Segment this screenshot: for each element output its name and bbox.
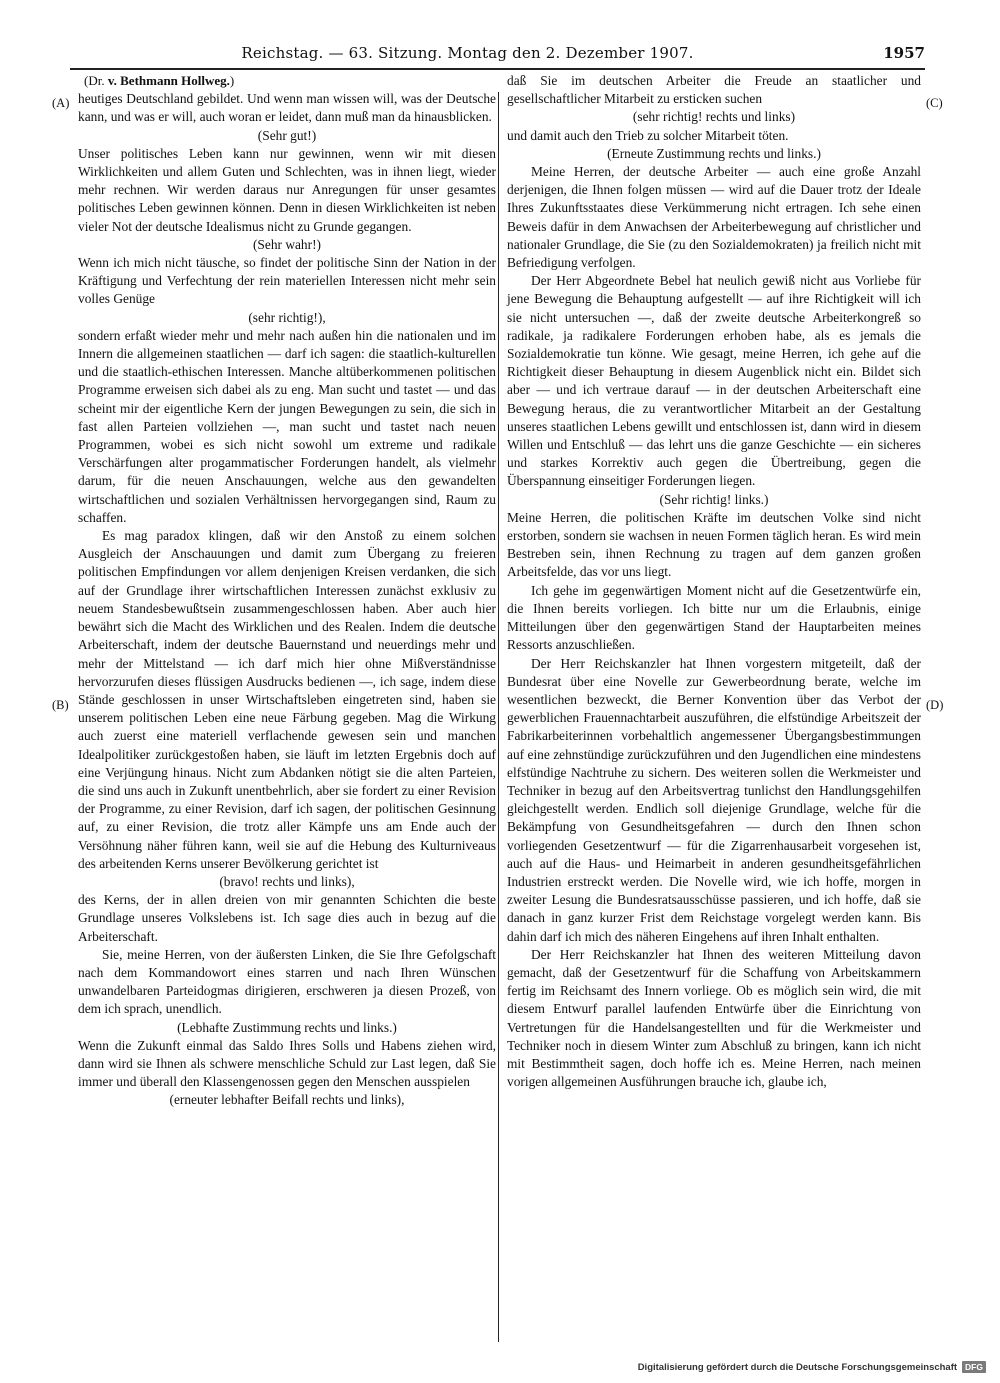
dfg-logo: DFG [962, 1361, 986, 1373]
interjection: (erneuter lebhafter Beifall rechts und links), [169, 1092, 405, 1108]
interjection: (sehr richtig! rechts und links) [632, 109, 796, 125]
paragraph: Sie, meine Herren, von der äußersten Linken, die Sie Ihre Gefolgschaft nach dem Kommandowort eines starren und nach Ihren Wünschen unwandelbaren Parteidogmas dirigieren, erschweren ja diesen Prozeß, von dem ich sprach, unendlich. [78, 946, 496, 1017]
paragraph: Wenn ich mich nicht täusche, so findet der politische Sinn der Nation in der Kräftigung und Verfechtung der rein materiellen Interessen nicht mehr sein volles Genüge [78, 255, 496, 307]
paragraph: Ich gehe im gegenwärtigen Moment nicht auf die Gesetzentwürfe ein, die Ihnen bereits vorliegen. Ich bitte nur um die Erlaubnis, einige Mitteilungen über den gegenwärtigen Stand der Hauptarbeiten meines Ressorts anzuschließen. [507, 582, 921, 653]
header-rule [70, 68, 925, 70]
paragraph: Unser politisches Leben kann nur gewinnen, wenn wir mit diesen Wirklichkeiten und allem Guten und Schlechten, was in ihnen liegt, wieder mehr rechnen. Wir werden daraus nur Anregungen für unser gesamtes politisches Leben gewinnen können. Denn in diesen Wirklichkeiten ist neben vieler Not der deutsche Idealismus nicht zu Grunde gegangen. [78, 145, 496, 234]
interjection: (Sehr wahr!) [252, 236, 322, 252]
paragraph: des Kerns, der in allen dreien von mir genannten Schichten die beste Grundlage unseres Volkslebens ist. Ich sage dies auch in bezug auf die Arbeiterschaft. [78, 892, 496, 944]
speaker-suffix: ) [229, 73, 235, 88]
paragraph: daß Sie im deutschen Arbeiter die Freude an staatlicher und gesellschaftlicher Mitarbeit zu ersticken suchen [507, 73, 921, 107]
interjection: (Sehr richtig! links.) [659, 491, 769, 507]
paragraph: Wenn die Zukunft einmal das Saldo Ihres Solls und Habens ziehen wird, dann wird sie Ihnen als schwere menschliche Schuld zur Last legen, daß Sie immer und überall den Klassengenossen gegen den Menschen ausspielen [78, 1037, 496, 1090]
margin-marker-c: (C) [926, 96, 943, 110]
speaker-line [84, 72, 496, 90]
paragraph: Der Herr Reichskanzler hat Ihnen vorgestern mitgeteilt, daß der Bundesrat über eine Novelle zur Gewerbeordnung berate, welche im wesentlichen bezweckt, die Berner Konvention über das Verbot der gewerblichen Frauennachtarbeit auszuführen, die elfstündige Arbeitszeit der Fabrikarbeiterinnen vorbehaltlich angemessener Übergangsbestimmungen auf eine zehnstündige zurückzuführen und den Jugendlichen eine mindestens elfstündige Nachtruhe zu sichern. Des weiteren sollen die Werkmeister und Techniker in bezug auf den Arbeitsvertrag tunlichst den Handlungsgehilfen gleichgestellt werden. Endlich soll diejenige Grundlage, welche für die Bekämpfung von Gesundheitsgefahren — durch den Ihnen schon vorliegenden Gesetzentwurf — für die Zigarrenhausarbeit vorgesehen ist, auch auf die Haus- und Heimarbeit in anderen gesundheitsgefährlichen Industrien erstreckt werden. Die Novelle wird, wie ich hoffe, morgen in zweiter Lesung die Bundesratsausschüsse passieren, und ich hoffe, daß sie danach in ganz kurzer Frist dem Reichstage vorgelegt werden kann. Bis dahin darf ich mich des näheren Eingehens auf ihren Inhalt enthalten. [507, 655, 921, 944]
left-column [78, 72, 496, 1110]
page-number: 1957 [883, 44, 925, 62]
paragraph: heutiges Deutschland gebildet. Und wenn man wissen will, was der Deutsche kann, und was er will, auch woran er leidet, dann muß man da hinausblicken. [78, 91, 496, 125]
column-divider [498, 92, 499, 1342]
interjection: (bravo! rechts und links), [219, 873, 355, 889]
margin-marker-d: (D) [926, 698, 944, 712]
footer [638, 1361, 986, 1373]
paragraph: Es mag paradox klingen, daß wir den Anstoß zu einem solchen Ausgleich der Anschauungen und damit zum Übergang zu freieren politischen Empfindungen vor allem denjenigen Kreisen verdanken, die sich auf der Grundlage ihrer wirtschaftlichen Interessen zunächst exklusiv zu neuem Standesbewußtsein zusammengeschlossen haben. Aber auch hier bewährt sich die Macht des Wirklichen und des Realen. Indem die deutsche Arbeiterschaft, indem der deutsche Bauernstand und neuerdings mehr und mehr der Mittelstand — ich darf mich hier ohne Mißverständnisse hervorzurufen dieses flüssigen Ausdrucks bedienen —, ich sage, indem diese Stände geschlossen in unser Wirtschaftsleben eingetreten sind, haben sie unserem politischen Leben eine neue Färbung gegeben. Mag die Wirkung auch zuerst eine materiell verflachende gewesen sein und manchen Idealpolitiker zurückgestoßen haben, sie läuft im letzten Ergebnis doch auf eine Verjüngung hinaus. Nicht zum Abdanken nötigt sie die alten Parteien, die sind uns auch in Zukunft unentbehrlich, aber sie fordert zu einer Revision der Programme, zu einer Revision, darf ich sagen, der politischen Gesinnung auf, zu einer Revision, die trotz aller Kämpfe uns am Ende auch der Versöhnung näher führen kann, weil sie auf die Hebung des Kulturniveaus des arbeitenden Kerns unserer Bevölkerung gerichtet ist [78, 528, 496, 871]
margin-marker-b: (B) [52, 698, 69, 712]
interjection: (Sehr gut!) [257, 127, 317, 143]
interjection: (Erneute Zustimmung rechts und links.) [607, 145, 821, 161]
margin-marker-a: (A) [52, 96, 70, 110]
paragraph: sondern erfaßt wieder mehr und mehr nach außen hin die nationalen und im Innern die allgemeinen staatlichen — darf ich sagen: die staatlich-kulturellen und die staatlich-ethischen Interessen. Manche altüberkommenen politischen Programme erweisen sich dabei als zu eng. Man sucht und tastet — und das scheint mir der eigentliche Kern der jungen Bewegungen zu sein, die sich in fast allen Parteien vollziehen —, man sucht und tastet nach neuen Programmen, wobei es sich nicht sowohl um extreme und radikale Verschärfungen alter progammatischer Forderungen handelt, als vielmehr darum, für die neuen Anschauungen, welche aus den gewandelten wirtschaftlichen und sozialen Verhältnissen hervorgegangen sind, Raum zu schaffen. [78, 327, 496, 525]
running-header [70, 44, 925, 70]
paragraph: Meine Herren, die politischen Kräfte im deutschen Volke sind nicht erstorben, sondern sie wachsen in neuen Formen täglich heran. Es wird mein Bestreben sein, ihnen Rechnung zu tragen auf dem ganzen großen Arbeitsfelde, das vor uns liegt. [507, 509, 921, 580]
funding-credit: Digitalisierung gefördert durch die Deutsche Forschungsgemeinschaft [637, 1361, 958, 1373]
speaker-name: v. Bethmann Hollweg. [107, 73, 230, 88]
interjection: (Lebhafte Zustimmung rechts und links.) [177, 1019, 397, 1035]
running-title: Reichstag. — 63. Sitzung. Montag den 2. Dezember 1907. [241, 44, 694, 62]
paragraph: Der Herr Abgeordnete Bebel hat neulich gewiß nicht aus Vorliebe für jene Bewegung die Behauptung aufgestellt — auf ihre Richtigkeit will ich sie nicht untersuchen —, daß der zweite deutsche Arbeiterkongreß so radikale, ja radikalere Forderungen erhoben habe, als es jemals die Sozialdemokratie tun könne. Wie gesagt, meine Herren, ich gehe auf die Richtigkeit dieser Behauptung in diesem Augenblick nicht ein. Bildet sich aber — und ich vertraue darauf — in der deutschen Arbeiterschaft eine Bewegung heraus, die zu verantwortlicher Mitarbeit an der Gestaltung unseres staatlichen Lebens gewillt und entschlossen ist, dann wird in diesem Willen und Entschluß — das lehrt uns die ganze Geschichte — ein sicheres und starkes Korrektiv auch gegen die Übertreibung, gegen die Überspannung einseitiger Forderungen liegen. [507, 273, 921, 489]
right-column [507, 72, 921, 1091]
interjection: (sehr richtig!), [248, 309, 326, 325]
paragraph: Der Herr Reichskanzler hat Ihnen des weiteren Mitteilung davon gemacht, daß der Gesetzentwurf für die Schaffung von Arbeitskammern fertig im Reichsamt des Innern vorliege. Ob es möglich sein wird, die mit diesem Entwurf parallel laufenden Entwürfe über die Einrichtung von Vertretungen für die Handelsangestellten und für die Werkmeister und Techniker noch in diesem Winter zum Abschluß zu bringen, kann ich nicht mit Bestimmtheit sagen, doch hoffe ich es. Meine Herren, nach meinen vorigen allgemeinen Ausführungen brauche ich, glaube ich, [507, 946, 921, 1090]
paragraph: und damit auch den Trieb zu solcher Mitarbeit töten. [507, 127, 789, 143]
speaker-prefix: (Dr. [84, 73, 108, 88]
paragraph: Meine Herren, der deutsche Arbeiter — auch eine große Anzahl derjenigen, die Ihnen folgen müssen — wird auf die Dauer trotz der Ideale Ihres Zukunftsstaates diese Verkümmerung nicht ertragen. Ich sehe einen Beweis dafür in dem Anwachsen der Arbeiterbewegung auf christlicher und nationaler Grundlage, die Sie (zu den Sozialdemokraten) ja freilich nicht mit Befriedigung verfolgen. [507, 164, 921, 271]
